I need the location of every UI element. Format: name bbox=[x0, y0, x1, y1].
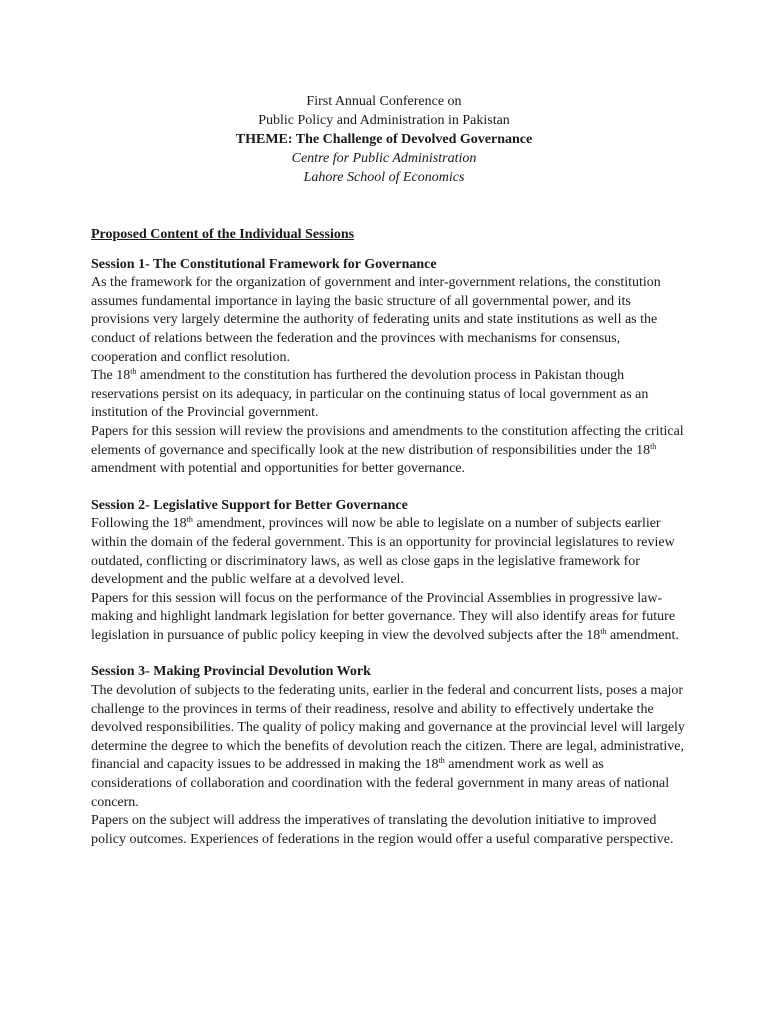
paragraph-line bbox=[91, 442, 691, 461]
line-text: making and highlight landmark legislation for better governance. They will also identify areas for future bbox=[91, 609, 676, 625]
line-text: development and the public welfare at a devolved level. bbox=[91, 572, 404, 588]
conference-theme: THEME: The Challenge of Devolved Governance bbox=[235, 132, 533, 147]
sessions-list bbox=[91, 256, 691, 850]
paragraph-line bbox=[91, 534, 691, 553]
line-text: As the framework for the organization of government and inter-government relations, the constitution bbox=[91, 275, 661, 291]
line-text: within the domain of the federal government. This is an opportunity for provincial legislatures to review bbox=[91, 534, 675, 550]
line-text: reservations persist on its adequacy, in particular on the continuing status of local government as an bbox=[91, 386, 649, 402]
school-name: Lahore School of Economics bbox=[303, 170, 465, 185]
paragraph-line bbox=[91, 404, 691, 423]
line-text: amendment, provinces will now be able to legislate on a number of subjects earlier bbox=[192, 516, 661, 532]
document-header bbox=[0, 92, 768, 187]
conference-subtitle: Public Policy and Administration in Pakistan bbox=[258, 113, 510, 128]
paragraph-line bbox=[91, 293, 691, 312]
paragraph-line bbox=[91, 386, 691, 405]
line-text: The devolution of subjects to the federating units, earlier in the federal and concurrent lists, poses a major bbox=[91, 683, 684, 699]
line-text: legislation in pursuance of public policy keeping in view the devolved subjects after the 18 bbox=[91, 627, 601, 643]
line-text: Papers on the subject will address the imperatives of translating the devolution initiative to improved bbox=[91, 813, 657, 829]
paragraph-line bbox=[91, 515, 691, 534]
paragraph-line bbox=[91, 831, 691, 850]
paragraph-line bbox=[91, 682, 691, 701]
line-text: assumes fundamental importance in laying the basic structure of all governmental power, and its bbox=[91, 293, 631, 309]
paragraph-line bbox=[91, 719, 691, 738]
line-text: policy outcomes. Experiences of federations in the region would offer a useful comparative perspective. bbox=[91, 831, 674, 847]
paragraph-line bbox=[91, 460, 691, 479]
ordinal-suffix: th bbox=[650, 441, 657, 451]
session-block bbox=[91, 663, 691, 849]
line-text: Papers for this session will focus on the performance of the Provincial Assemblies in progressive law- bbox=[91, 590, 663, 606]
paragraph-line bbox=[91, 349, 691, 368]
paragraph-line bbox=[91, 311, 691, 330]
paragraph-line bbox=[91, 794, 691, 813]
paragraph-line bbox=[91, 553, 691, 572]
document-body bbox=[91, 226, 691, 867]
centre-name: Centre for Public Administration bbox=[291, 151, 477, 166]
line-text: institution of the Provincial government. bbox=[91, 405, 319, 421]
line-text: conduct of relations between the federation and the provinces with mechanisms for consensus, bbox=[91, 330, 621, 346]
line-text: amendment work as well as bbox=[444, 757, 604, 773]
line-text: challenge to the provinces in terms of their readiness, resolve and ability to effectively undertake the bbox=[91, 701, 654, 717]
paragraph-line bbox=[91, 738, 691, 757]
line-text: Following the 18 bbox=[91, 516, 187, 532]
session-title: Session 2- Legislative Support for Better Governance bbox=[91, 497, 408, 513]
line-text: The 18 bbox=[91, 368, 131, 384]
line-text: amendment with potential and opportunities for better governance. bbox=[91, 461, 465, 477]
line-text: considerations of collaboration and coordination with the federal government in many areas of national bbox=[91, 776, 670, 792]
session-title: Session 1- The Constitutional Framework for Governance bbox=[91, 256, 437, 272]
paragraph-line bbox=[91, 701, 691, 720]
paragraph-line bbox=[91, 775, 691, 794]
paragraph-line bbox=[91, 330, 691, 349]
section-heading: Proposed Content of the Individual Sessions bbox=[91, 227, 355, 242]
paragraph-line bbox=[91, 627, 691, 646]
paragraph-line bbox=[91, 571, 691, 590]
ordinal-suffix: th bbox=[130, 367, 137, 377]
line-text: amendment. bbox=[606, 627, 679, 643]
line-text: elements of governance and specifically look at the new distribution of responsibilities under the 18 bbox=[91, 442, 651, 458]
line-text: financial and capacity issues to be addressed in making the 18 bbox=[91, 757, 439, 773]
session-title: Session 3- Making Provincial Devolution Work bbox=[91, 664, 371, 680]
session-block bbox=[91, 256, 691, 479]
paragraph-line bbox=[91, 608, 691, 627]
line-text: amendment to the constitution has furthered the devolution process in Pakistan though bbox=[136, 368, 625, 384]
line-text: cooperation and conflict resolution. bbox=[91, 349, 291, 365]
ordinal-suffix: th bbox=[600, 626, 607, 636]
paragraph-line bbox=[91, 756, 691, 775]
paragraph-line bbox=[91, 367, 691, 386]
paragraph-line bbox=[91, 590, 691, 609]
paragraph-line bbox=[91, 812, 691, 831]
ordinal-suffix: th bbox=[186, 515, 193, 525]
paragraph-line bbox=[91, 423, 691, 442]
conference-title: First Annual Conference on bbox=[306, 94, 462, 109]
session-block bbox=[91, 497, 691, 646]
line-text: provisions very largely determine the authority of federating units and state institutions as well as the bbox=[91, 312, 658, 328]
line-text: Papers for this session will review the provisions and amendments to the constitution affecting the critical bbox=[91, 423, 684, 439]
line-text: outdated, conflicting or discriminatory laws, as well as close gaps in the legislative framework for bbox=[91, 553, 640, 569]
line-text: determine the degree to which the benefits of devolution reach the citizen. There are legal, administrative, bbox=[91, 738, 684, 754]
line-text: concern. bbox=[91, 794, 139, 810]
ordinal-suffix: th bbox=[438, 756, 445, 766]
paragraph-line bbox=[91, 274, 691, 293]
line-text: devolved responsibilities. The quality of policy making and governance at the provincial level will largely bbox=[91, 720, 685, 736]
